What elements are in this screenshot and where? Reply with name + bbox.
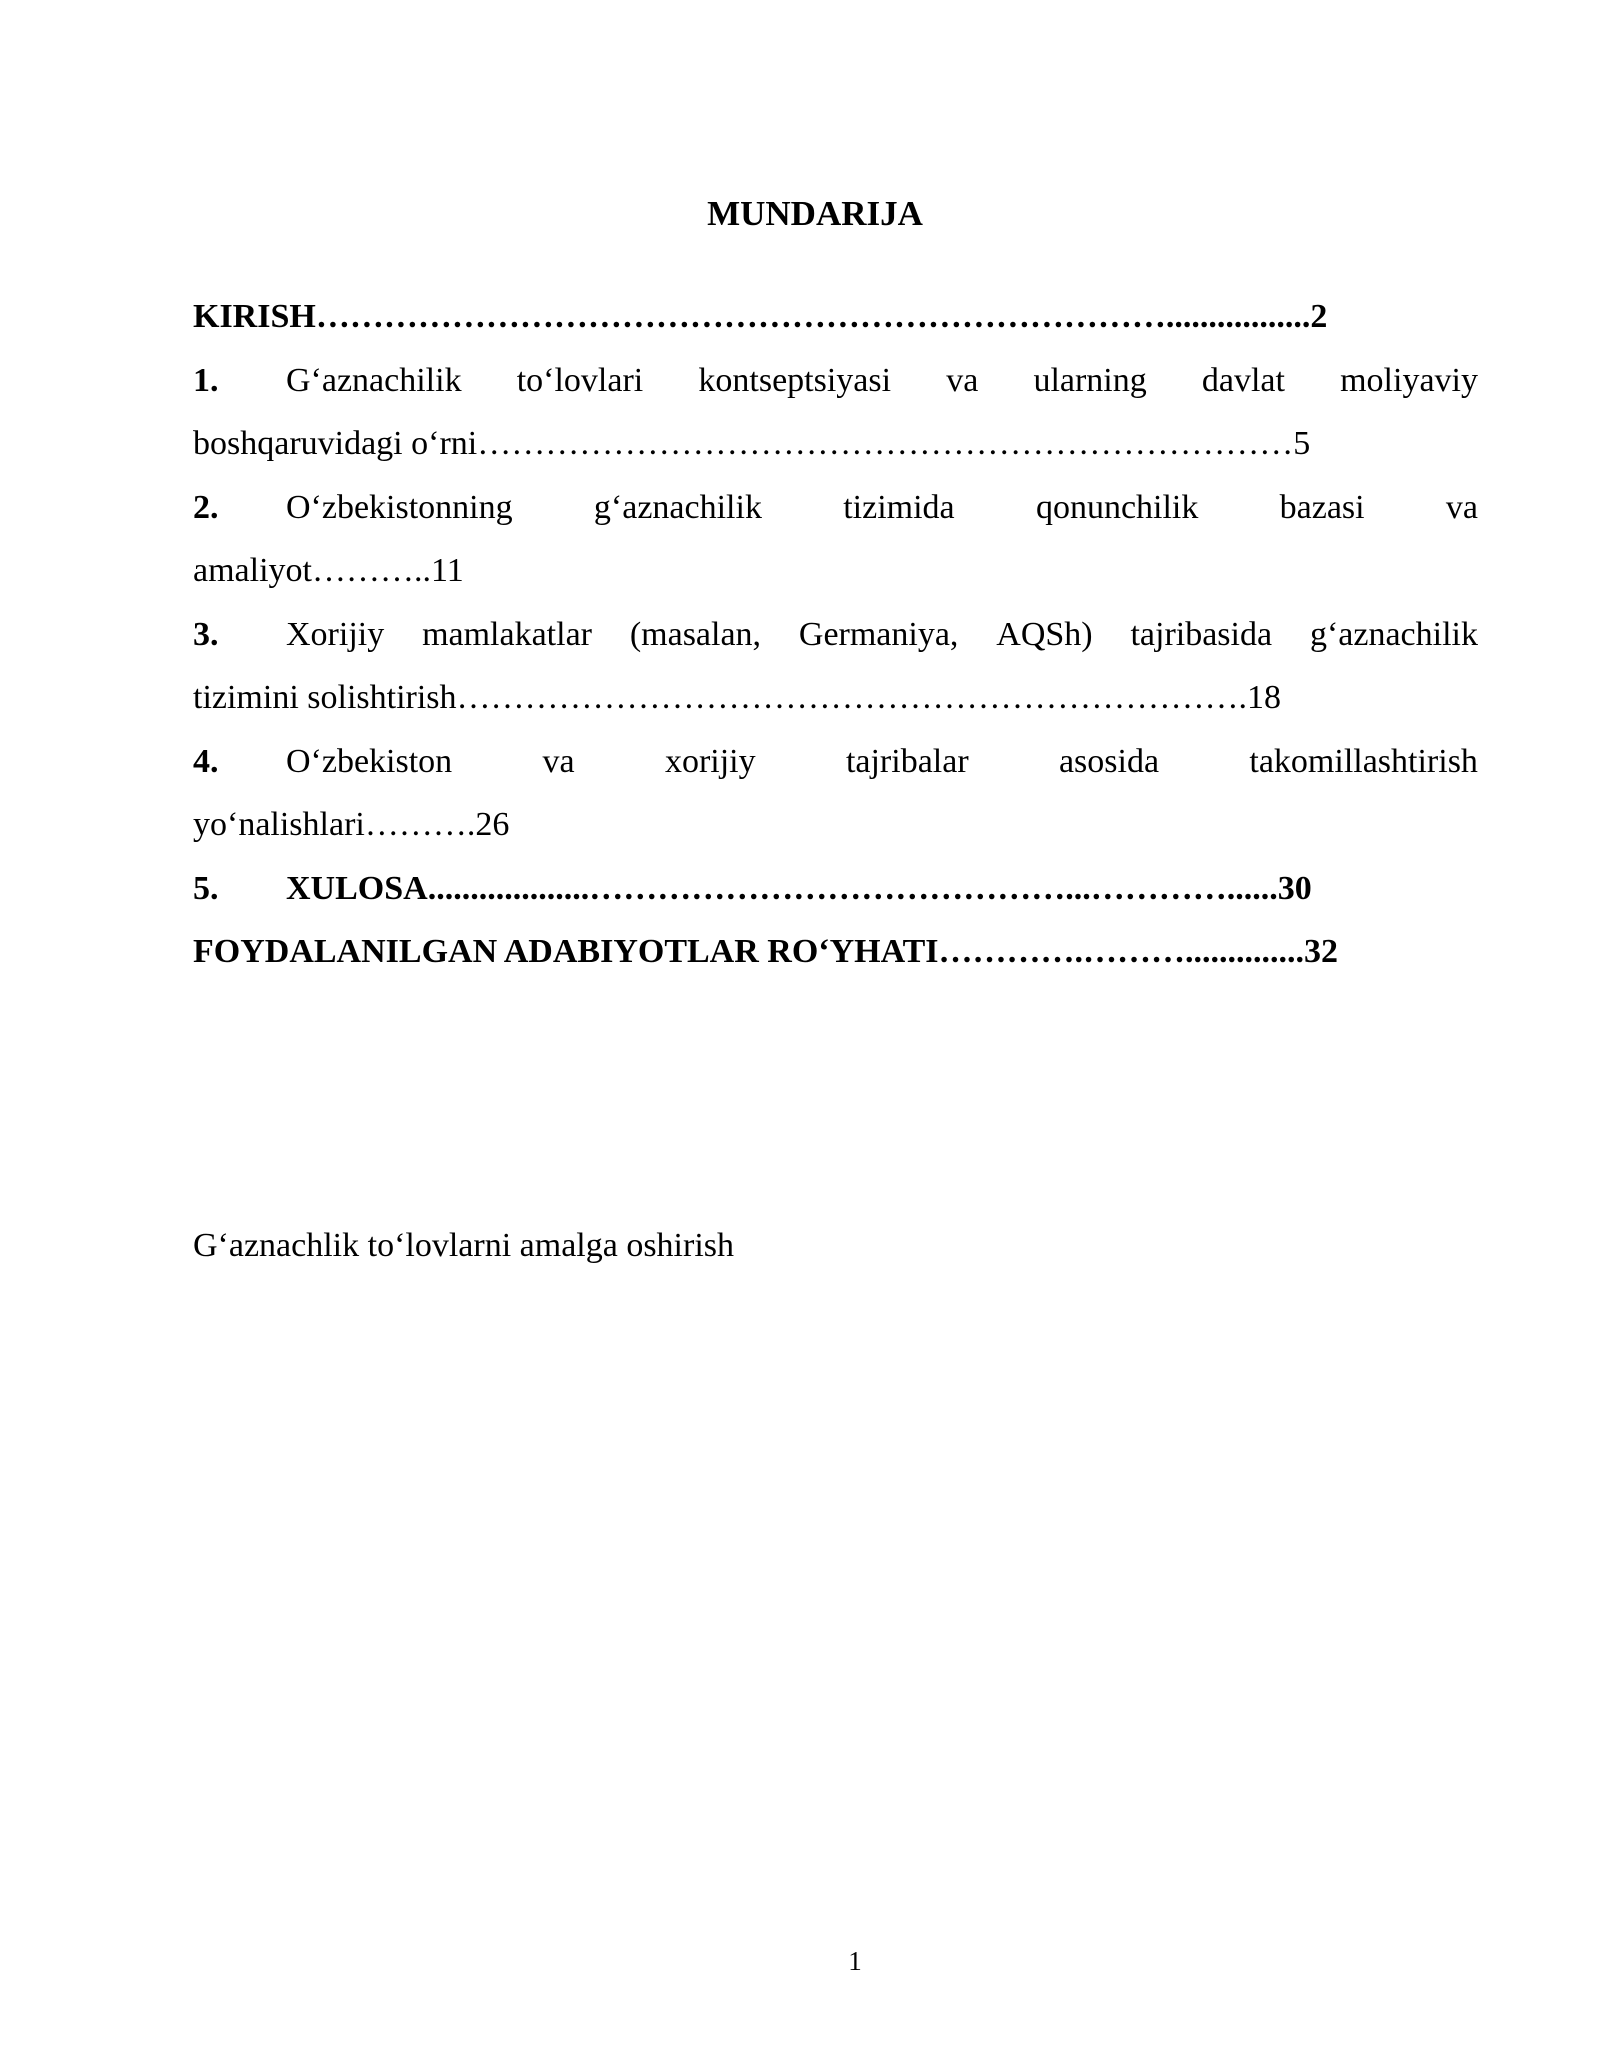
- toc-entry-text: [286, 349, 1478, 413]
- toc-entry-number: 2.: [193, 488, 219, 526]
- toc-entry-4-line-1[interactable]: [193, 730, 1478, 794]
- toc-entry-text: [286, 730, 1478, 794]
- toc-word: g‘aznachilik: [593, 488, 762, 526]
- toc-entry-number: 1.: [193, 361, 219, 399]
- toc-entry-number: 4.: [193, 742, 219, 780]
- toc-word: ularning: [1033, 361, 1147, 399]
- toc-entry-text: [286, 476, 1478, 540]
- toc-word: va: [946, 361, 979, 399]
- page-number: 1: [848, 1946, 862, 1976]
- table-of-contents: [193, 285, 1478, 984]
- toc-word: tizimida: [843, 488, 955, 526]
- toc-word: va: [1445, 488, 1478, 526]
- toc-entry-3-line-2[interactable]: tizimini solishtirish…………………………………………………………….18: [193, 679, 1282, 716]
- toc-word: tajribasida: [1130, 615, 1273, 653]
- toc-word: takomillashtirish: [1249, 742, 1478, 780]
- toc-word: bazasi: [1279, 488, 1365, 526]
- body-text: G‘aznachlik to‘lovlarni amalga oshirish: [193, 1227, 734, 1264]
- toc-word: asosida: [1058, 742, 1160, 780]
- toc-word: Xorijiy: [286, 615, 385, 653]
- toc-entry-text: [286, 603, 1478, 667]
- toc-word: (masalan,: [629, 615, 762, 653]
- toc-entry-kirish[interactable]: KIRISH………………………………………………………………….................2: [193, 298, 1328, 335]
- toc-entry-number: 5.: [193, 869, 219, 907]
- page-title: MUNDARIJA: [707, 194, 923, 233]
- toc-word: va: [542, 742, 575, 780]
- toc-word: O‘zbekiston: [286, 742, 453, 780]
- toc-entry-1-line-2[interactable]: boshqaruvidagi o‘rni………………………………………………………………5: [193, 425, 1311, 462]
- toc-word: davlat: [1201, 361, 1285, 399]
- toc-word: G‘aznachilik: [286, 361, 462, 399]
- toc-entry-3-line-1[interactable]: [193, 603, 1478, 667]
- toc-entry-1-line-1[interactable]: [193, 349, 1478, 413]
- toc-entry-5[interactable]: [193, 857, 1478, 921]
- toc-word: to‘lovlari: [516, 361, 644, 399]
- toc-entry-text: XULOSA...................……………………………………...…………......30: [286, 869, 1312, 907]
- toc-word: Germaniya,: [798, 615, 959, 653]
- toc-entry-2-line-1[interactable]: [193, 476, 1478, 540]
- toc-word: AQSh): [996, 615, 1093, 653]
- toc-word: tajribalar: [845, 742, 969, 780]
- toc-word: O‘zbekistonning: [286, 488, 513, 526]
- toc-word: xorijiy: [664, 742, 756, 780]
- toc-word: moliyaviy: [1340, 361, 1478, 399]
- toc-word: mamlakatlar: [422, 615, 592, 653]
- toc-entry-number: 3.: [193, 615, 219, 653]
- toc-word: g‘aznachilik: [1309, 615, 1478, 653]
- toc-entry-4-line-2[interactable]: yo‘nalishlari……….26: [193, 806, 510, 843]
- toc-word: kontseptsiyasi: [698, 361, 892, 399]
- toc-entry-2-line-2[interactable]: amaliyot………..11: [193, 552, 464, 589]
- toc-entry-references[interactable]: FOYDALANILGAN ADABIYOTLAR RO‘YHATI………….………..............32: [193, 933, 1339, 970]
- toc-word: qonunchilik: [1035, 488, 1199, 526]
